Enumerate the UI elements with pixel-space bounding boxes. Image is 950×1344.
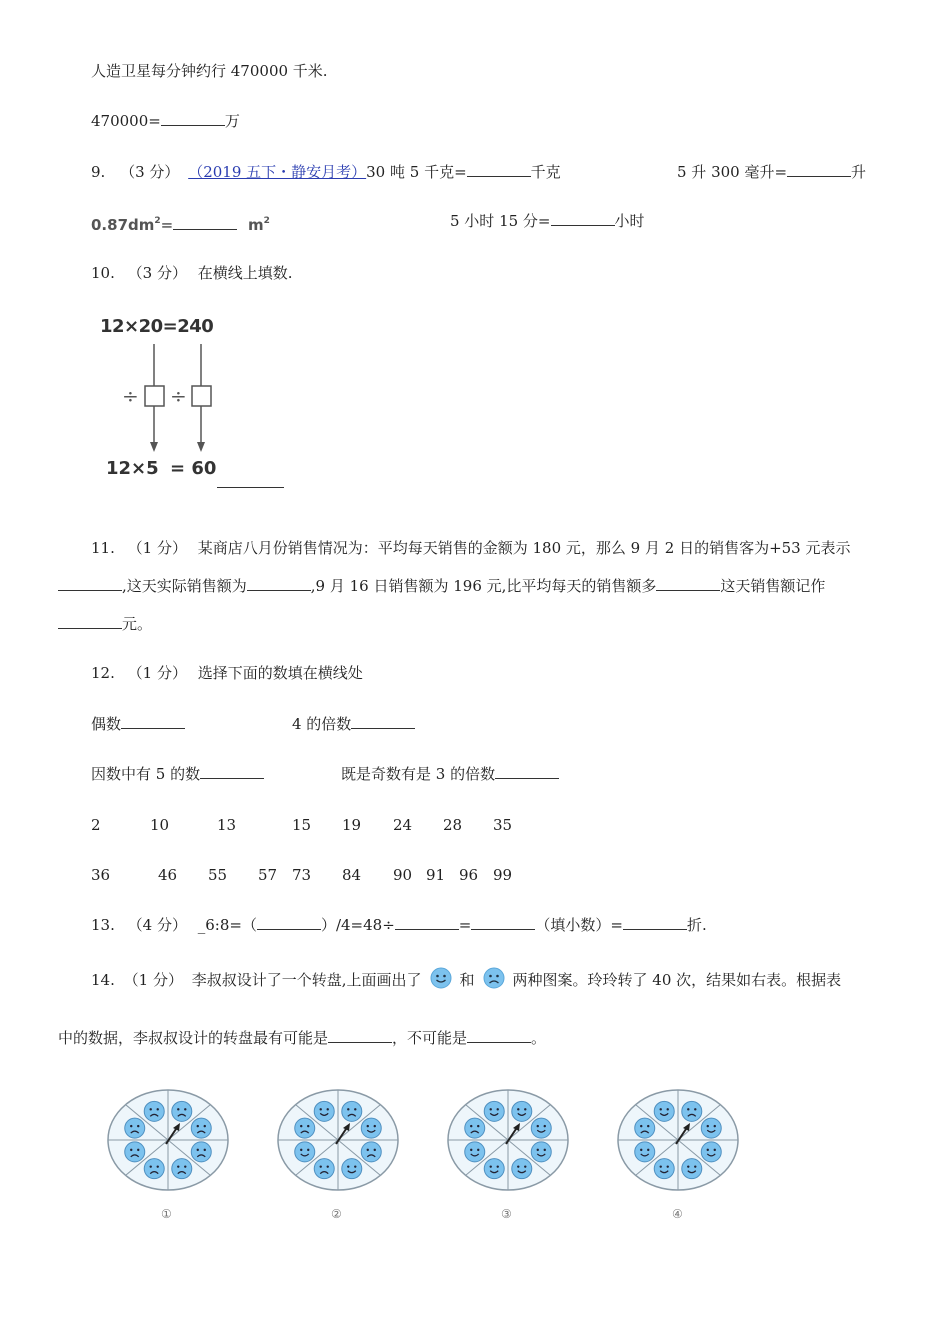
wheel-label-4: ④ [672,1207,683,1221]
q11-blank-2[interactable] [247,575,311,591]
smiley-face-icon [430,967,452,989]
q9-part-d-text: 5 小时 15 分= [450,212,551,230]
q9-c-unit-text: m [248,216,264,234]
q10-box-1[interactable] [145,386,164,406]
q9-c-sup: 2 [154,216,161,226]
number-item: 15 [292,816,312,834]
spinner-wheel-4 [613,1085,743,1195]
q9-blank-a[interactable] [467,161,531,177]
q9-part-b-text: 5 升 300 毫升= [677,163,788,181]
q9-part-b [677,161,866,183]
smiley-face-icon [654,1159,674,1179]
q11-blank-1[interactable] [58,575,122,591]
smiley-face-icon [512,1101,532,1121]
sad-face-icon [342,1101,362,1121]
q14-text-2: 和 [459,971,475,989]
q14-text-6: 。 [531,1029,547,1047]
sad-face-icon [295,1118,315,1138]
sad-face-icon [483,967,505,989]
number-item: 10 [150,816,170,834]
q12-mult4 [292,713,415,735]
number-item: 13 [217,816,237,834]
sad-face-icon [144,1101,164,1121]
q12-factor5-label: 因数中有 5 的数 [91,765,201,783]
sad-face-icon [635,1118,655,1138]
q14-text-1: 李叔叔设计了一个转盘,上面画出了 [191,971,422,989]
smiley-face-icon [531,1142,551,1162]
number-item: 73 [292,866,312,884]
q10-bottom-right: = 60 [170,458,217,479]
q11-blank-3[interactable] [656,575,720,591]
sad-face-icon [361,1142,381,1162]
sad-face-icon [314,1159,334,1179]
q12-blank-odd3[interactable] [495,763,559,779]
q8-unit: 万 [224,112,240,130]
number-item: 24 [393,816,413,834]
sad-face-icon [144,1159,164,1179]
q9-part-b-unit: 升 [851,163,867,181]
q9-number: 9. [91,163,106,181]
wheel-label-1: ① [161,1207,172,1221]
q14-score: （1 分） [123,971,183,989]
q12-even [91,713,185,735]
q12-mult4-label: 4 的倍数 [292,715,352,733]
q14-blank-1[interactable] [328,1027,392,1043]
q9-source-link[interactable]: （2019 五下・静安月考） [188,163,367,181]
q12-numbers-row2 [0,864,950,886]
smiley-face-icon [314,1101,334,1121]
smiley-face-icon [484,1159,504,1179]
q12-factor5 [91,763,264,785]
smiley-face-icon [701,1118,721,1138]
q12-number: 12. [91,664,115,682]
spinner-wheel-2 [273,1085,403,1195]
q12-numbers-row1 [0,814,950,836]
number-item: 90 [393,866,413,884]
sad-face-icon [682,1101,702,1121]
q13-blank-1[interactable] [257,914,321,930]
q14-text-3: 两种图案。玲玲转了 40 次，结果如右表。根据表 [512,971,842,989]
wheel-label-2: ② [331,1207,342,1221]
number-item: 99 [493,866,513,884]
q13-score: （4 分） [127,916,187,934]
number-item: 46 [158,866,178,884]
q11-line1 [91,537,851,559]
sad-face-icon [191,1118,211,1138]
q11-score: （1 分） [127,539,187,557]
sad-face-icon [172,1101,192,1121]
smiley-face-icon [512,1159,532,1179]
q10-top-expression: 12×20=240 [100,316,214,337]
number-item: 84 [342,866,362,884]
smiley-face-icon [465,1142,485,1162]
q13-blank-4[interactable] [623,914,687,930]
q11-text-4: 这天销售额记作 [720,577,826,595]
q14-text-4: 中的数据，李叔叔设计的转盘最有可能是 [58,1029,329,1047]
q9-part-a: 30 吨 5 千克= [366,163,467,181]
q13-text-4: （填小数）= [535,916,623,934]
q10-bottom-left: 12×5 [106,458,159,479]
q13-line [91,914,707,936]
q9-part-c [91,210,270,236]
q9-blank-b[interactable] [787,161,851,177]
q10-divide-1: ÷ [122,384,139,408]
q13-blank-3[interactable] [471,914,535,930]
q10-header [91,262,293,284]
q12-even-label: 偶数 [91,715,122,733]
q13-text-2: ）/4=48÷ [320,916,395,934]
spinner-wheel-1 [103,1085,233,1195]
q11-text-3: ,9 月 16 日销售额为 196 元,比平均每天的销售额多 [310,577,657,595]
q14-spinner-wheels [100,1085,760,1235]
number-item: 91 [426,866,446,884]
sad-face-icon [191,1142,211,1162]
sad-face-icon [172,1159,192,1179]
q10-prompt: 在横线上填数. [197,264,293,282]
q13-number: 13. [91,916,115,934]
smiley-face-icon [682,1159,702,1179]
number-item: 2 [91,816,101,834]
q9-blank-d[interactable] [551,210,615,226]
smiley-face-icon [654,1101,674,1121]
sad-face-icon [465,1118,485,1138]
q9-c-unit [248,216,270,234]
q12-score: （1 分） [127,664,187,682]
q9-score: （3 分） [120,163,180,181]
q9-part-d [450,210,645,232]
q13-blank-2[interactable] [395,914,459,930]
q8-answer-line [91,110,240,132]
smiley-face-icon [531,1118,551,1138]
q13-text-3: = [458,916,472,934]
sad-face-icon [125,1142,145,1162]
q12-blank-factor5[interactable] [200,763,264,779]
q10-score: （3 分） [127,264,187,282]
q9-c-value: 0.87dm [91,216,155,234]
smiley-face-icon [342,1159,362,1179]
smiley-face-icon [701,1142,721,1162]
number-item: 57 [258,866,278,884]
q10-divide-2: ÷ [170,384,187,408]
smiley-face-icon [295,1142,315,1162]
q14-line2 [58,1027,546,1049]
number-item: 35 [493,816,513,834]
q8-statement: 人造卫星每分钟约行 470000 千米. [91,62,328,80]
q12-header [91,662,363,684]
q11-line2 [58,575,825,597]
q9-part-d-unit: 小时 [614,212,645,230]
q11-number: 11. [91,539,115,557]
q14-text-5: ，不可能是 [392,1029,468,1047]
q14-number: 14. [91,971,115,989]
q11-blank-4[interactable] [58,613,122,629]
q13-text-5: 折. [686,916,707,934]
q11-text-5: 元。 [122,615,153,633]
q14-line1 [91,967,841,991]
q9-c-equals: = [160,216,174,234]
q9-blank-c[interactable] [173,214,237,230]
number-item: 19 [342,816,362,834]
wheel-label-3: ③ [501,1207,512,1221]
q11-text-2: ,这天实际销售额为 [122,577,247,595]
q10-blank[interactable] [217,472,284,488]
q12-odd3-label: 既是奇数有是 3 的倍数 [341,765,496,783]
q9-part-a-unit: 千克 [530,163,561,181]
smiley-face-icon [635,1142,655,1162]
number-item: 96 [459,866,479,884]
q9-part-c-expr [91,216,161,234]
q9-line1 [91,161,561,183]
q11-text-1: 某商店八月份销售情况为：平均每天销售的金额为 180 元，那么 9 月 2 日的销售客为+53 元表示 [197,539,851,557]
number-item: 55 [208,866,228,884]
q12-prompt: 选择下面的数填在横线处 [197,664,363,682]
smiley-face-icon [361,1118,381,1138]
q8-expression: 470000= [91,112,161,130]
q11-line3 [58,613,152,635]
q12-blank-mult4[interactable] [351,713,415,729]
q14-blank-2[interactable] [467,1027,531,1043]
spinner-wheel-3 [443,1085,573,1195]
sad-face-icon [125,1118,145,1138]
q12-odd3 [341,763,559,785]
q13-text-1: _6:8=（ [197,916,257,934]
q9-c-unit-sup: 2 [263,216,270,226]
q10-box-2[interactable] [192,386,211,406]
number-item: 36 [91,866,111,884]
q12-blank-even[interactable] [121,713,185,729]
number-item: 28 [443,816,463,834]
q10-diagram [98,312,298,492]
q8-blank[interactable] [161,110,225,126]
q10-number: 10. [91,264,115,282]
smiley-face-icon [484,1101,504,1121]
